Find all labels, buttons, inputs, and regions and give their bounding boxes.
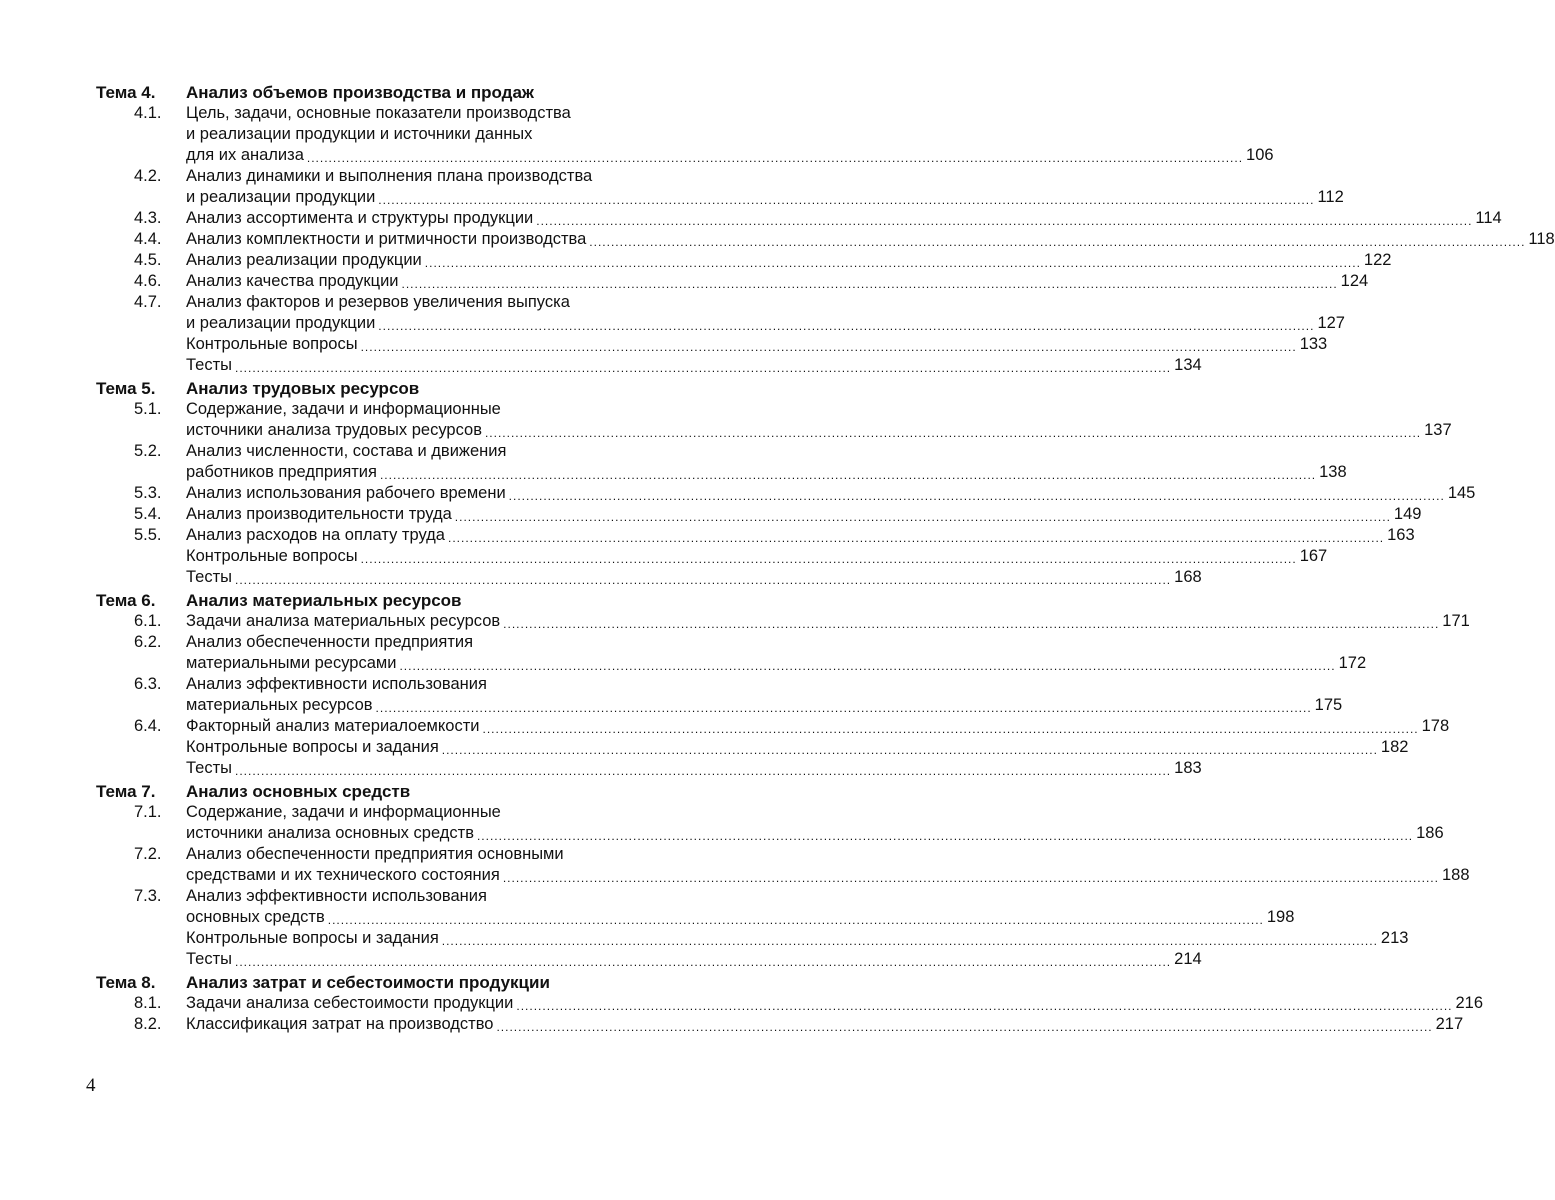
toc-entry[interactable] [96,567,1202,588]
entry-title-line: и реализации продукции и источники данных [186,125,533,143]
toc-entry[interactable] [96,886,1295,928]
topic-title: Анализ объемов производства и продаж [186,83,534,102]
topic-heading [96,779,706,802]
toc-entry[interactable] [96,758,1202,779]
dot-leader [235,572,1171,588]
entry-title-line: Классификация затрат на производство [186,1015,494,1033]
entry-page-number: 217 [1435,1015,1464,1033]
entry-page-number: 168 [1174,568,1202,586]
dot-leader [536,213,1472,229]
entry-title-line: и реализации продукции [186,188,376,206]
topic-number: Тема 6. [96,591,156,610]
entry-number: 4.7. [134,293,162,311]
entry-title-line: Анализ эффективности использования [186,675,487,693]
toc-entry[interactable] [96,504,1422,525]
entry-title-line: основных средств [186,908,325,926]
dot-leader [477,828,1413,844]
dot-leader [328,912,1264,928]
entry-number: 8.2. [134,1015,162,1033]
entry-title-line: источники анализа основных средств [186,824,474,842]
entry-title-line: для их анализа [186,146,304,164]
topic-number: Тема 7. [96,782,156,801]
entry-page-number: 178 [1421,717,1450,735]
entry-number: 6.3. [134,675,162,693]
entry-number: 4.1. [134,104,162,122]
toc-entry[interactable] [96,949,1202,970]
topic-heading [96,80,706,103]
toc-entry[interactable] [96,993,1484,1014]
entry-number: 6.1. [134,612,162,630]
entry-title-line: материальных ресурсов [186,696,373,714]
entry-number: 6.4. [134,717,162,735]
entry-title-line: Задачи анализа материальных ресурсов [186,612,501,630]
dot-leader [442,742,1378,758]
toc-entry[interactable] [96,334,1328,355]
entry-title-line: Анализ обеспеченности предприятия [186,633,474,651]
entry-number: 6.2. [134,633,162,651]
entry-title-line: Анализ реализации продукции [186,251,422,269]
dot-leader [399,658,1335,674]
entry-title-line: Факторный анализ материалоемкости [186,717,480,735]
entry-title-line: Анализ комплектности и ритмичности производства [186,230,587,248]
dot-leader [425,255,1361,271]
dot-leader [442,933,1378,949]
entry-title-line: Контрольные вопросы и задания [186,929,439,947]
dot-leader [361,551,1297,567]
entry-number: 5.3. [134,484,162,502]
dot-leader [503,616,1439,632]
dot-leader [503,870,1439,886]
entry-number: 5.5. [134,526,162,544]
entry-title-line: Контрольные вопросы [186,547,358,565]
dot-leader [380,467,1316,483]
entry-number: 7.2. [134,845,162,863]
dot-leader [402,276,1338,292]
toc-entry[interactable] [96,441,1347,483]
entry-page-number: 163 [1387,526,1415,544]
entry-page-number: 186 [1416,824,1444,842]
entry-title-line: и реализации продукции [186,314,376,332]
toc-entry[interactable] [96,271,1369,292]
entry-number: 4.3. [134,209,162,227]
entry-page-number: 171 [1442,612,1470,630]
dot-leader [448,530,1384,546]
dot-leader [496,1019,1432,1035]
entry-number: 5.1. [134,400,162,418]
dot-leader [235,954,1171,970]
entry-title-line: Тесты [186,759,232,777]
entry-page-number: 188 [1441,866,1470,884]
topic-number: Тема 4. [96,83,156,102]
entry-page-number: 137 [1424,421,1452,439]
entry-number: 4.5. [134,251,162,269]
topic-title: Анализ затрат и себестоимости продукции [186,973,550,992]
entry-page-number: 106 [1246,146,1274,164]
entry-title-line: источники анализа трудовых ресурсов [186,421,482,439]
toc-entry[interactable] [96,611,1470,632]
entry-title-line: Анализ численности, состава и движения [186,442,507,460]
entry-title-line: Содержание, задачи и информационные [186,400,501,418]
toc-entry[interactable] [96,166,1344,208]
entry-page-number: 127 [1317,314,1345,332]
dot-leader [361,339,1297,355]
entry-page-number: 114 [1475,209,1502,227]
toc-entry[interactable] [96,844,1470,886]
topic-title: Анализ материальных ресурсов [186,591,462,610]
entry-number: 4.4. [134,230,162,248]
dot-leader [307,150,1243,166]
entry-page-number: 175 [1314,696,1343,714]
entry-title-line: Контрольные вопросы и задания [186,738,439,756]
topic-title: Анализ трудовых ресурсов [186,379,420,398]
toc-entry[interactable] [96,632,1367,674]
entry-page-number: 182 [1380,738,1409,756]
table-of-contents [96,80,1555,1035]
dot-leader [516,998,1452,1014]
entry-page-number: 124 [1340,272,1369,290]
topic-heading [96,588,706,611]
entry-title-line: Задачи анализа себестоимости продукции [186,994,514,1012]
dot-leader [376,700,1312,716]
entry-page-number: 133 [1299,335,1328,353]
entry-title-line: средствами и их технического состояния [186,866,500,884]
topic-number: Тема 5. [96,379,156,398]
entry-page-number: 138 [1319,463,1347,481]
dot-leader [455,509,1391,525]
entry-title-line: материальными ресурсами [186,654,397,672]
entry-title-line: Анализ факторов и резервов увеличения выпуска [186,293,570,311]
entry-page-number: 134 [1174,356,1202,374]
entry-title-line: Содержание, задачи и информационные [186,803,501,821]
entry-title-line: Тесты [186,950,232,968]
toc-entry[interactable] [96,1014,1464,1035]
entry-page-number: 167 [1299,547,1328,565]
entry-number: 5.2. [134,442,162,460]
dot-leader [378,192,1314,208]
entry-number: 5.4. [134,505,162,523]
dot-leader [235,360,1171,376]
topic-title: Анализ основных средств [186,782,411,801]
dot-leader [482,721,1418,737]
entry-page-number: 214 [1174,950,1202,968]
toc-entry[interactable] [96,737,1409,758]
entry-page-number: 145 [1447,484,1476,502]
entry-number: 7.3. [134,887,162,905]
entry-title-line: Анализ использования рабочего времени [186,484,506,502]
entry-title-line: работников предприятия [186,463,377,481]
toc-entry[interactable] [96,674,1343,716]
dot-leader [235,763,1171,779]
topic-heading [96,376,706,399]
page-number: 4 [86,1075,96,1096]
entry-page-number: 198 [1266,908,1295,926]
toc-entry[interactable] [96,928,1409,949]
entry-page-number: 118 [1528,230,1555,248]
entry-number: 7.1. [134,803,162,821]
topic-heading [96,970,706,993]
toc-entry[interactable] [96,483,1476,504]
entry-title-line: Анализ обеспеченности предприятия основными [186,845,564,863]
entry-title-line: Цель, задачи, основные показатели производства [186,104,571,122]
toc-entry[interactable] [96,399,1452,441]
entry-page-number: 149 [1393,505,1422,523]
entry-page-number: 122 [1363,251,1392,269]
entry-title-line: Анализ ассортимента и структуры продукции [186,209,534,227]
entry-title-line: Тесты [186,356,232,374]
dot-leader [485,425,1421,441]
entry-number: 4.6. [134,272,162,290]
entry-title-line: Анализ эффективности использования [186,887,487,905]
toc-entry[interactable] [96,355,1202,376]
dot-leader [509,488,1445,504]
entry-title-line: Контрольные вопросы [186,335,358,353]
toc-entry[interactable] [96,716,1450,737]
toc-entry[interactable] [96,229,1555,250]
entry-page-number: 172 [1338,654,1367,672]
entry-title-line: Анализ производительности труда [186,505,452,523]
dot-leader [378,318,1314,334]
toc-entry[interactable] [96,546,1328,567]
toc-entry[interactable] [96,802,1444,844]
toc-entry[interactable] [96,525,1415,546]
entry-number: 4.2. [134,167,162,185]
entry-page-number: 216 [1455,994,1484,1012]
toc-entry[interactable] [96,250,1392,271]
topic-number: Тема 8. [96,973,156,992]
entry-title-line: Тесты [186,568,232,586]
dot-leader [589,234,1525,250]
toc-entry[interactable] [96,292,1345,334]
entry-title-line: Анализ качества продукции [186,272,399,290]
entry-title-line: Анализ расходов на оплату труда [186,526,445,544]
toc-entry[interactable] [96,103,1274,166]
entry-page-number: 112 [1317,188,1344,206]
entry-title-line: Анализ динамики и выполнения плана производства [186,167,593,185]
toc-entry[interactable] [96,208,1502,229]
entry-page-number: 183 [1174,759,1202,777]
entry-number: 8.1. [134,994,162,1012]
entry-page-number: 213 [1380,929,1409,947]
